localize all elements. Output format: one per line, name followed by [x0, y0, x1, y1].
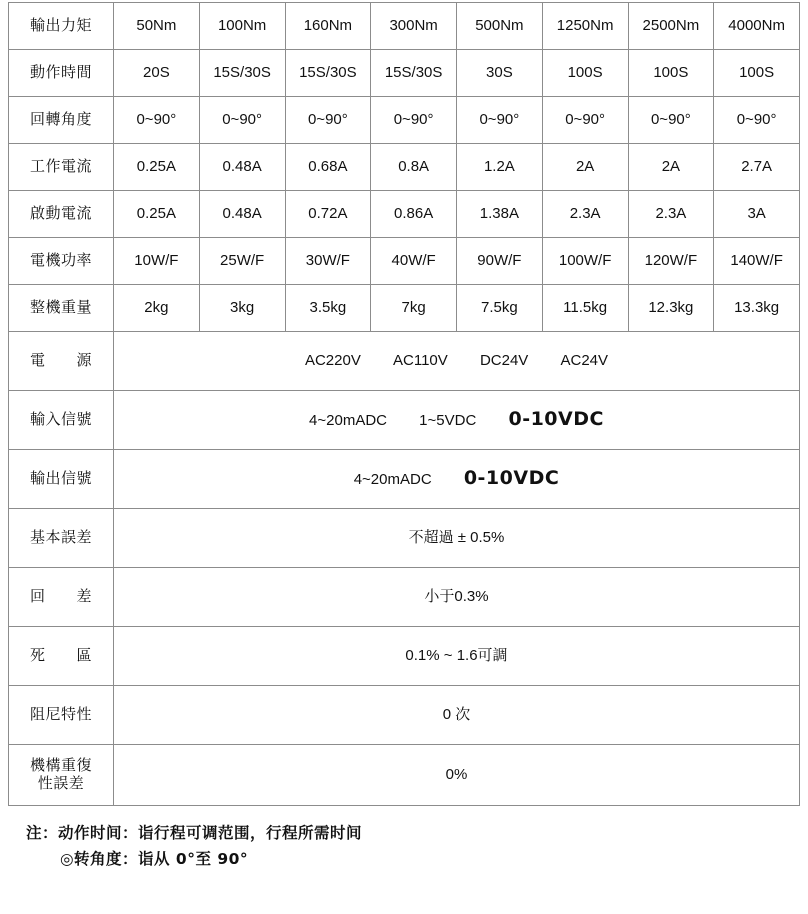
value-segment: AC220V: [304, 351, 361, 369]
table-row: [9, 191, 800, 238]
row-label: 輸出力矩: [9, 3, 114, 50]
cell-value: 15S/30S: [285, 50, 371, 97]
cell-value: 25W/F: [199, 238, 285, 285]
cell-value: 90W/F: [457, 238, 543, 285]
row-label-line2: 性誤差: [37, 775, 85, 792]
cell-value: 12.3kg: [628, 285, 714, 332]
cell-value: 13.3kg: [714, 285, 800, 332]
cell-value: 100S: [714, 50, 800, 97]
cell-value: 7.5kg: [457, 285, 543, 332]
cell-value: 0~90°: [542, 97, 628, 144]
table-row: [9, 745, 800, 806]
cell-value: 0~90°: [457, 97, 543, 144]
cell-value: 2.7A: [714, 144, 800, 191]
cell-value: 0.8A: [371, 144, 457, 191]
cell-value: 30W/F: [285, 238, 371, 285]
row-label: 基本誤差: [9, 509, 114, 568]
cell-value: 3.5kg: [285, 285, 371, 332]
row-label: 動作時間: [9, 50, 114, 97]
cell-value: 2A: [628, 144, 714, 191]
cell-value: 30S: [457, 50, 543, 97]
table-body: [9, 3, 800, 806]
table-row: [9, 97, 800, 144]
row-label: 回 差: [9, 568, 114, 627]
cell-value: 120W/F: [628, 238, 714, 285]
cell-value: 11.5kg: [542, 285, 628, 332]
cell-value: 2500Nm: [628, 3, 714, 50]
footnote-line-1: 注：动作时间：诣行程可调范围，行程所需时间: [26, 824, 363, 842]
cell-value: 0.68A: [285, 144, 371, 191]
cell-value: 160Nm: [285, 3, 371, 50]
cell-value: 0.48A: [199, 144, 285, 191]
row-label: 電機功率: [9, 238, 114, 285]
cell-value: 0~90°: [714, 97, 800, 144]
table-row: [9, 391, 800, 450]
cell-value: 0~90°: [114, 97, 200, 144]
cell-value: 500Nm: [457, 3, 543, 50]
row-label-line1: 機構重復: [29, 757, 92, 774]
cell-value: 15S/30S: [371, 50, 457, 97]
table-row: [9, 627, 800, 686]
cell-value: 2.3A: [542, 191, 628, 238]
cell-value: 1.38A: [457, 191, 543, 238]
merged-value: 0 次: [114, 686, 800, 745]
merged-value: [114, 450, 800, 509]
row-label: 整機重量: [9, 285, 114, 332]
footnote-line-2: ◎转角度：诣从 0°至 90°: [60, 850, 249, 869]
cell-value: 100Nm: [199, 3, 285, 50]
row-label: 工作電流: [9, 144, 114, 191]
spec-sheet: [0, 2, 808, 914]
value-segment: AC24V: [560, 351, 609, 369]
specification-table: [8, 2, 800, 806]
table-row: [9, 686, 800, 745]
row-label: 阻尼特性: [9, 686, 114, 745]
table-row: [9, 450, 800, 509]
merged-value: 不超過 ± 0.5%: [114, 509, 800, 568]
cell-value: 15S/30S: [199, 50, 285, 97]
table-row: [9, 509, 800, 568]
cell-value: 0~90°: [371, 97, 457, 144]
value-segment: AC110V: [393, 351, 448, 369]
cell-value: 0~90°: [285, 97, 371, 144]
cell-value: 2kg: [114, 285, 200, 332]
merged-value: 0.1% ~ 1.6可調: [114, 627, 800, 686]
table-row: [9, 332, 800, 391]
value-segment-highlight: 0-10VDC: [463, 467, 560, 490]
row-label: 輸入信號: [9, 391, 114, 450]
cell-value: 0.86A: [371, 191, 457, 238]
row-label: 啟動電流: [9, 191, 114, 238]
footnotes: [26, 820, 800, 873]
table-row: [9, 50, 800, 97]
merged-value: [114, 332, 800, 391]
row-label: 電 源: [9, 332, 114, 391]
cell-value: 0.72A: [285, 191, 371, 238]
merged-value: 0%: [114, 745, 800, 806]
row-label: 死 區: [9, 627, 114, 686]
cell-value: 1.2A: [457, 144, 543, 191]
cell-value: 2A: [542, 144, 628, 191]
merged-value: [114, 391, 800, 450]
cell-value: 0~90°: [628, 97, 714, 144]
cell-value: 50Nm: [114, 3, 200, 50]
cell-value: 100S: [628, 50, 714, 97]
row-label: 輸出信號: [9, 450, 114, 509]
table-row: [9, 568, 800, 627]
cell-value: 0.25A: [114, 191, 200, 238]
cell-value: 100S: [542, 50, 628, 97]
value-segment: 4~20mADC: [309, 412, 387, 430]
row-label: [9, 745, 114, 806]
value-segment: 4~20mADC: [353, 471, 432, 489]
cell-value: 4000Nm: [714, 3, 800, 50]
table-row: [9, 3, 800, 50]
cell-value: 100W/F: [542, 238, 628, 285]
table-row: [9, 144, 800, 191]
table-row: [9, 238, 800, 285]
row-label: 回轉角度: [9, 97, 114, 144]
cell-value: 2.3A: [628, 191, 714, 238]
cell-value: 0.25A: [114, 144, 200, 191]
value-segment: 1~5VDC: [419, 412, 477, 430]
table-row: [9, 285, 800, 332]
cell-value: 40W/F: [371, 238, 457, 285]
cell-value: 7kg: [371, 285, 457, 332]
cell-value: 0.48A: [199, 191, 285, 238]
cell-value: 20S: [114, 50, 200, 97]
cell-value: 140W/F: [714, 238, 800, 285]
value-segment-highlight: 0-10VDC: [508, 408, 604, 431]
cell-value: 3A: [714, 191, 800, 238]
cell-value: 3kg: [199, 285, 285, 332]
value-segment: DC24V: [479, 351, 529, 369]
merged-value: 小于0.3%: [114, 568, 800, 627]
cell-value: 1250Nm: [542, 3, 628, 50]
cell-value: 10W/F: [114, 238, 200, 285]
cell-value: 0~90°: [199, 97, 285, 144]
cell-value: 300Nm: [371, 3, 457, 50]
